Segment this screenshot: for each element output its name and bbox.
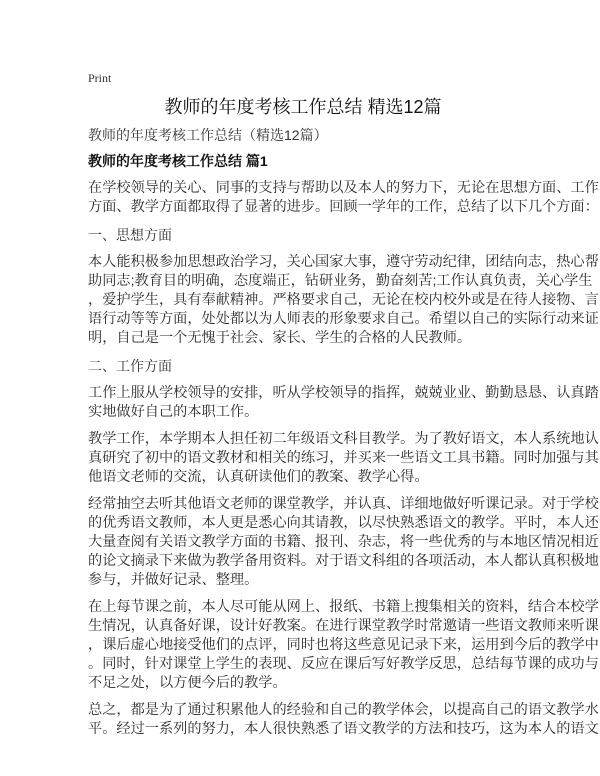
document-page <box>88 69 599 739</box>
paragraph-line: 不足之处，以方便今后的教学。 <box>88 675 287 691</box>
paragraph <box>88 384 599 422</box>
document-body <box>88 179 599 739</box>
paragraph-line: 的论文摘录下来做为教学备用资料。对于语文科组的各项活动，本人都认真积极地 <box>88 553 599 569</box>
paragraph <box>88 430 599 487</box>
paragraph-line: 。同时，针对课堂上学生的表现、反应在课后写好教学反思，总结每节课的成功与 <box>88 656 599 672</box>
paragraph <box>88 701 599 739</box>
print-label: Print <box>88 71 112 85</box>
paragraph-line: 生情况，认真备好课，设计好教案。在进行课堂教学时常邀请一些语文教师来听课 <box>88 618 599 634</box>
paragraph <box>88 495 599 590</box>
paragraph-line: ，课后虚心地接受他们的点评，同时也将这些意见记录下来，运用到今后的教学中 <box>88 637 599 653</box>
document-title: 教师的年度考核工作总结 精选12篇 <box>164 97 442 117</box>
paragraph-line: 他语文老师的交流，认真研读他们的教案、教学心得。 <box>88 469 429 485</box>
paragraph-line: 助同志;教育目的明确，态度端正，钻研业务，勤奋刻苦;工作认真负责，关心学生 <box>88 273 593 289</box>
paragraph-line: 语行动等等方面，处处都以为人师表的形象要求自己。希望以自己的实际行动来证 <box>88 311 599 327</box>
document-subtitle: 教师的年度考核工作总结（精选12篇） <box>88 127 328 143</box>
paragraph-line: 方面、教学方面都取得了显著的进步。回顾一学年的工作，总结了以下几个方面： <box>88 199 599 215</box>
paragraph-line: 本人能积极参加思想政治学习，关心国家大事，遵守劳动纪律，团结向志，热心帮 <box>88 254 599 270</box>
paragraph-line: 工作上服从学校领导的安排，听从学校领导的指挥，兢兢业业、勤勤恳恳、认真踏 <box>88 385 599 401</box>
paragraph <box>88 598 599 693</box>
paragraph-line: 教学工作，本学期本人担任初二年级语文科目教学。为了教好语文，本人系统地认 <box>88 431 599 447</box>
paragraph <box>88 179 599 217</box>
paragraph-line: 平。经过一系列的努力，本人很快熟悉了语文教学的方法和技巧，这为本人的语文 <box>88 721 599 737</box>
paragraph-line: 的优秀语文教师，本人更是悉心向其请教，以尽快熟悉语文的教学。平时，本人还 <box>88 515 599 531</box>
paragraph-line: 大量查阅有关语文教学方面的书籍、报刊、杂志，将一些优秀的与本地区情况相近 <box>88 534 599 550</box>
paragraph-line: ，爱护学生，具有奉献精神。严格要求自己，无论在校内校外或是在待人接物、言 <box>88 292 599 308</box>
section-heading: 教师的年度考核工作总结 篇1 <box>88 153 268 169</box>
paragraph-line: 实地做好自己的本职工作。 <box>88 404 259 420</box>
paragraph-line: 总之，都是为了通过积累他人的经验和自己的教学体会，以提高自己的语文教学水 <box>88 702 599 718</box>
paragraph <box>88 253 599 348</box>
paragraph-line: 在上每节课之前，本人尽可能从网上、报纸、书籍上搜集相关的资料，结合本校学 <box>88 599 599 615</box>
paragraph-line: 明，自己是一个无愧于社会、家长、学生的合格的人民教师。 <box>88 330 472 346</box>
section-title: 二、工作方面 <box>88 358 172 374</box>
paragraph-line: 真研究了初中的语文教材和相关的练习，并买来一些语文工具书籍。同时加强与其 <box>88 450 599 466</box>
paragraph-line: 在学校领导的关心、同事的支持与帮助以及本人的努力下，无论在思想方面、工作 <box>88 180 599 196</box>
paragraph-line: 经常抽空去听其他语文老师的课堂教学，并认真、详细地做好听课记录。对于学校 <box>88 496 599 512</box>
section-title: 一、思想方面 <box>88 227 172 243</box>
paragraph-line: 参与，并做好记录、整理。 <box>88 572 259 588</box>
